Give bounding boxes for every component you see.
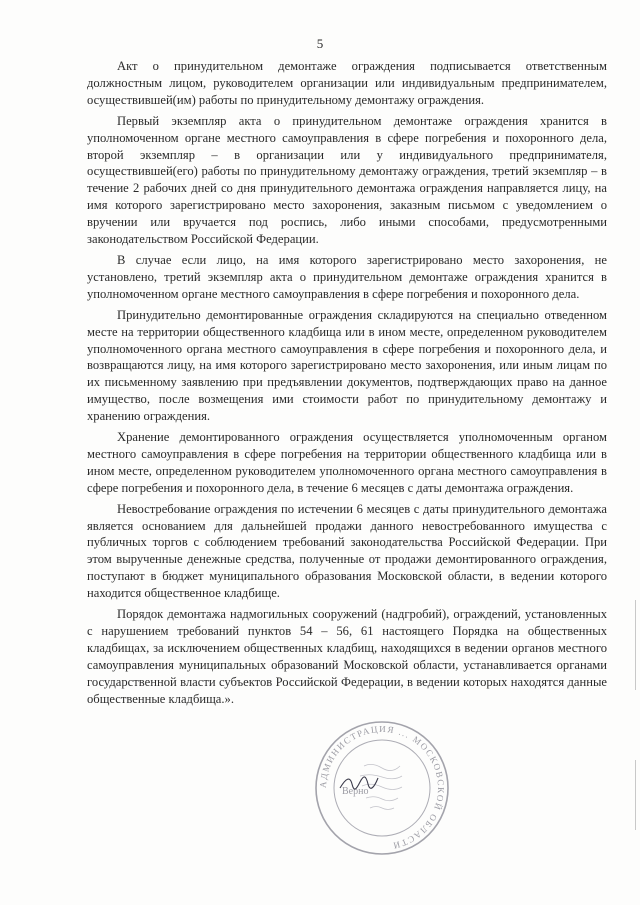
paragraph-3: В случае если лицо, на имя которого зарегистрировано место захоронения, не установлено, третий экземпляр акта о принудительном демонтаже ограждения хранится в уполномоченном органе местного самоуправления в сфере погребения и похоронного дела. (87, 252, 607, 301)
paragraph-7: Порядок демонтажа надмогильных сооружений (надгробий), ограждений, установленных с нарушением требований пунктов 54 – 56, 61 настоящего Порядка на общественных кладбищах, за исключением общественных кладбищ, находящихся в ведении органов местного самоуправления муниципальных образований Московской области, устанавливается органами государственной власти субъектов Российской Федерации, в ведении которых находятся данные общественные кладбища.». (87, 607, 607, 706)
scan-edge-mark (635, 760, 636, 830)
page-number: 5 (316, 36, 324, 51)
stamp-ring-text: АДМИНИСТРАЦИЯ ... МОСКОВСКОЙ ОБЛАСТИ (317, 723, 447, 852)
stamp-center-label: Верно (342, 786, 369, 797)
paragraph-1: Акт о принудительном демонтаже ограждения подписывается ответственным должностным лицом, руководителем организации или индивидуальным предпринимателем, осуществившей(им) работы по принудительному демонтажу ограждения. (87, 59, 607, 107)
handwritten-signature (338, 772, 386, 794)
scan-edge-mark (635, 600, 636, 690)
paragraph-4: Принудительно демонтированные ограждения складируются на специально отведенном месте на территории общественного кладбища или в ином месте, определенном руководителем уполномоченного органа местного самоуправления в сфере погребения и похоронного дела, и возвращаются лицу, на имя которого зарегистрировано место захоронения, или иным лицам по их письменному заявлению при предъявлении документов, подтверждающих право на данное имущество, после возмещения ими стоимости работ по принудительному демонтажу и хранению ограждения. (87, 307, 607, 424)
paragraph-5: Хранение демонтированного ограждения осуществляется уполномоченным органом местного самоуправления в сфере погребения на территории общественного кладбища или в ином месте, определенном руководителем уполномоченного органа местного самоуправления в сфере погребения и похоронного дела, в течение 6 месяцев с даты демонтажа ограждения. (87, 430, 607, 495)
document-body (87, 58, 607, 712)
paragraph-2: Первый экземпляр акта о принудительном демонтаже ограждения хранится в уполномоченном органе местного самоуправления в сфере погребения и похоронного дела, второй экземпляр – в организации или у индивидуального предпринимателя, осуществившей(его) работы по принудительному демонтажу ограждения, третий экземпляр – в течение 2 рабочих дней со дня принудительного демонтажа ограждения направляется лицу, на имя которого зарегистрировано место захоронения, заказным письмом с уведомлением о вручении или вручается под роспись, либо иными способами, предусмотренными законодательством Российской Федерации. (87, 113, 607, 247)
paragraph-6: Невостребование ограждения по истечении 6 месяцев с даты принудительного демонтажа является основанием для дальнейшей продажи данного невостребованного имущества с публичных торгов с соблюдением требований законодательства Российской Федерации. При этом вырученные денежные средства, полученные от продажи демонтированного ограждения, поступают в бюджет муниципального образования Московской области, в ведении которого находится общественное кладбище. (87, 501, 607, 601)
